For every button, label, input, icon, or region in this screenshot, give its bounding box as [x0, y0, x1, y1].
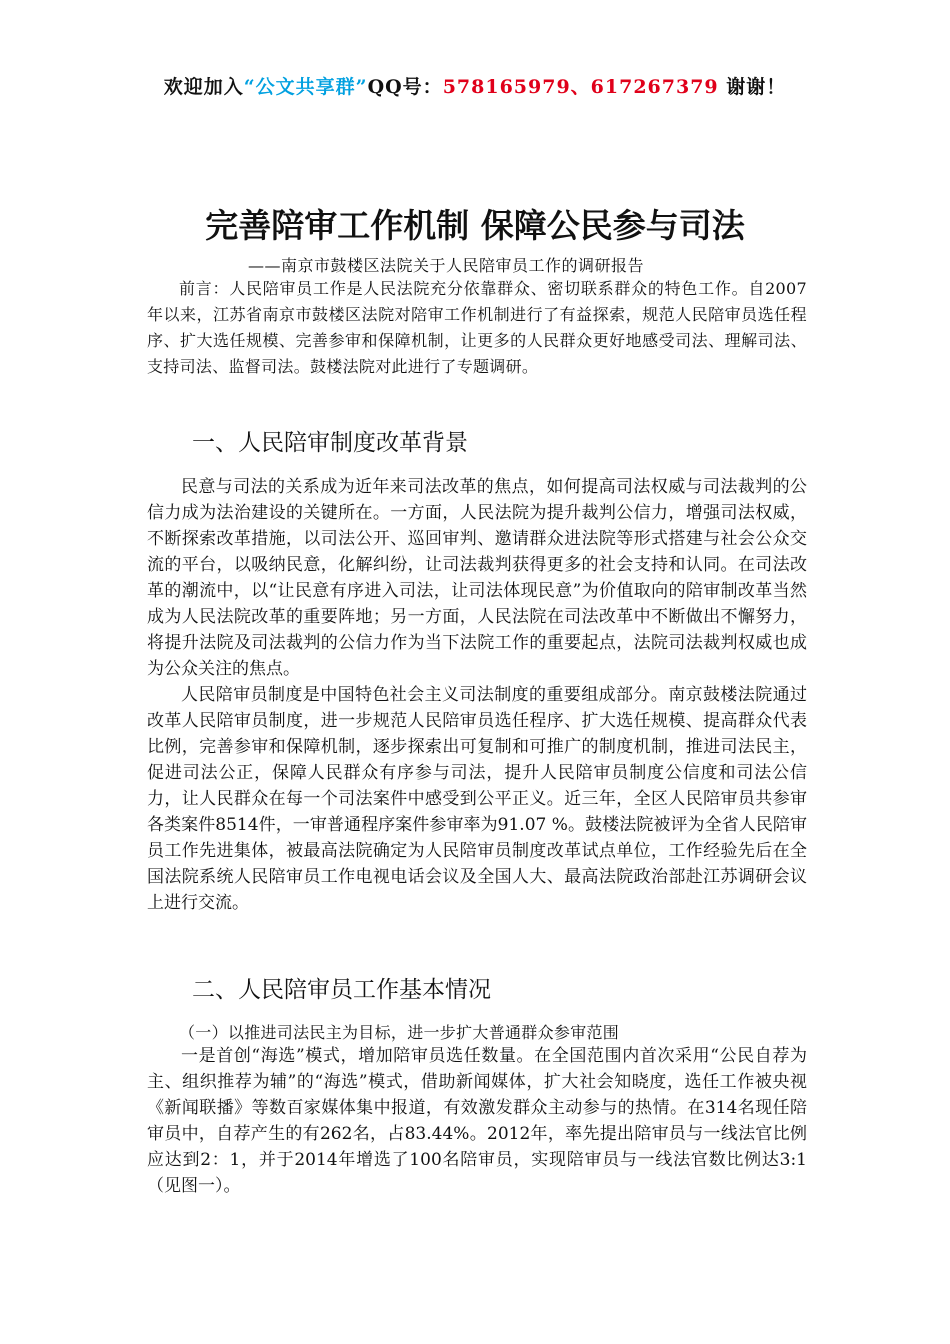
banner-qq-label: QQ号： — [367, 76, 443, 98]
section-1-paragraph: 民意与司法的关系成为近年来司法改革的焦点，如何提高司法权威与司法裁判的公信力成为法治建设的关键所在。一方面，人民法院为提升裁判公信力，增强司法权威，不断探索改革措施，以司法公开、巡回审判、邀请群众进法院等形式搭建与社会公众交流的平台，以吸纳民意，化解纠纷，让司法裁判获得更多的社会支持和认同。在司法改革的潮流中，以“让民意有序进入司法，让司法体现民意”为价值取向的陪审制改革当然成为人民法院改革的重要阵地；另一方面，人民法院在司法改革中不断做出不懈努力，将提升法院及司法裁判的公信力作为当下法院工作的重要起点，法院司法裁判权威也成为公众关注的焦点。 — [147, 477, 807, 679]
section-2-paragraph: 一是首创“海选”模式，增加陪审员选任数量。在全国范围内首次采用“公民自荐为主、组织推荐为辅”的“海选”模式，借助新闻媒体，扩大社会知晓度，选任工作被央视《新闻联播》等数百家媒体集中报道，有效激发群众主动参与的热情。在314名现任陪审员中，自荐产生的有262名，占83.44%。2012年，率先提出陪审员与一线法官比例应达到2：1，并于2014年增选了100名陪审员，实现陪审员与一线法官数比例达3:1（见图一）。 — [147, 1046, 807, 1196]
header-banner — [0, 72, 950, 99]
section-1-body — [147, 474, 807, 916]
section-2-subheading: （一）以推进司法民主为目标，进一步扩大普通群众参审范围 — [179, 1023, 620, 1042]
banner-qq-numbers: 578165979、617267379 — [442, 76, 719, 98]
section-1-paragraph: 人民陪审员制度是中国特色社会主义司法制度的重要组成部分。南京鼓楼法院通过改革人民陪审员制度，进一步规范人民陪审员选任程序、扩大选任规模、提高群众代表比例，完善参审和保障机制，逐步探索出可复制和可推广的制度机制，推进司法民主，促进司法公正，保障人民群众有序参与司法，提升人民陪审员制度公信度和司法公信力，让人民群众在每一个司法案件中感受到公平正义。近三年，全区人民陪审员共参审各类案件8514件，一审普通程序案件参审率为91.07 %。鼓楼法院被评为全省人民陪审员工作先进集体，被最高法院确定为人民陪审员制度改革试点单位，工作经验先后在全国法院系统人民陪审员工作电视电话会议及全国人大、最高法院政治部赴江苏调研会议上进行交流。 — [147, 685, 807, 913]
banner-prefix: 欢迎加入 — [163, 76, 244, 98]
section-2-heading: 二、人民陪审员工作基本情况 — [192, 977, 491, 1003]
document-title: 完善陪审工作机制 保障公民参与司法 — [205, 206, 745, 245]
section-1-heading: 一、人民陪审制度改革背景 — [192, 430, 468, 456]
section-2-body — [147, 1043, 807, 1199]
preface-paragraph: 前言：人民陪审员工作是人民法院充分依靠群众、密切联系群众的特色工作。自2007年以来，江苏省南京市鼓楼区法院对陪审工作机制进行了有益探索，规范人民陪审员选任程序、扩大选任规模、完善参审和保障机制，让更多的人民群众更好地感受司法、理解司法、支持司法、监督司法。鼓楼法院对此进行了专题调研。 — [147, 279, 807, 376]
document-subtitle: ——南京市鼓楼区法院关于人民陪审员工作的调研报告 — [248, 256, 645, 275]
banner-group-name: “公文共享群” — [243, 76, 368, 98]
banner-suffix: 谢谢！ — [718, 76, 787, 98]
